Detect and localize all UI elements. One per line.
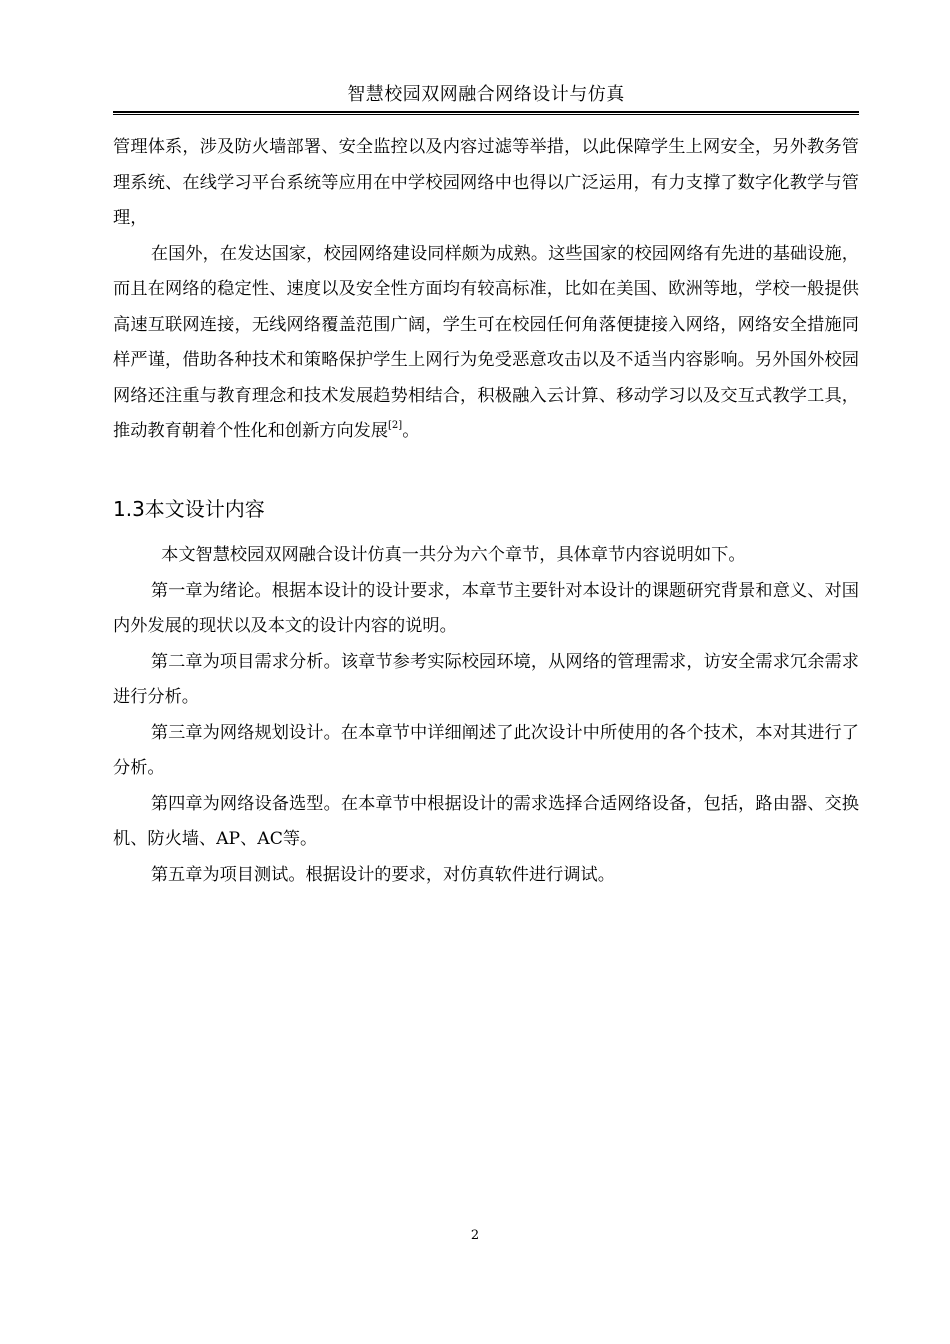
paragraph-continued: 管理体系，涉及防火墙部署、安全监控以及内容过滤等举措，以此保障学生上网安全，另外教务管理系统、在线学习平台系统等应用在中学校园网络中也得以广泛运用，有力支撑了数字化教学与管理， [113, 137, 859, 228]
running-header: 智慧校园双网融合网络设计与仿真 [347, 84, 625, 105]
chapter-3-summary: 第三章为网络规划设计。在本章节中详细阐述了此次设计中所使用的各个技术，本对其进行了分析。 [113, 722, 859, 778]
citation-ref[interactable]: [2] [388, 420, 403, 431]
header-rule [113, 111, 859, 115]
chapter-4-summary: 第四章为网络设备选型。在本章节中根据设计的需求选择合适网络设备，包括，路由器、交换机、防火墙、AP、AC等。 [113, 793, 859, 849]
section-heading: 1.3本文设计内容 [113, 497, 265, 521]
chapter-1-summary: 第一章为绪论。根据本设计的设计要求，本章节主要针对本设计的课题研究背景和意义、对国内外发展的现状以及本文的设计内容的说明。 [113, 580, 859, 636]
chapter-5-summary: 第五章为项目测试。根据设计的要求，对仿真软件进行调试。 [150, 864, 615, 885]
chapter-2-summary: 第二章为项目需求分析。该章节参考实际校园环境，从网络的管理需求，访安全需求冗余需求进行分析。 [113, 651, 859, 707]
chapter-overview: 本文智慧校园双网融合设计仿真一共分为六个章节，具体章节内容说明如下。 [161, 545, 746, 565]
paragraph-foreign-status [113, 237, 859, 450]
section-body [113, 538, 859, 893]
intro-text [113, 130, 859, 450]
paragraph-end-mark: 。 [402, 421, 420, 441]
page-number: 2 [470, 1228, 480, 1243]
paragraph-foreign-status-text: 在国外，在发达国家，校园网络建设同样颇为成熟。这些国家的校园网络有先进的基础设施，而且在网络的稳定性、速度以及安全性方面均有较高标准，比如在美国、欧洲等地，学校一般提供高速互联网连接，无线网络覆盖范围广阔，学生可在校园任何角落便捷接入网络，网络安全措施同样严谨，借助各种技术和策略保护学生上网行为免受恶意攻击以及不适当内容影响。另外国外校园网络还注重与教育理念和技术发展趋势相结合，积极融入云计算、移动学习以及交互式教学工具，推动教育朝着个性化和创新方向发展 [113, 243, 859, 441]
